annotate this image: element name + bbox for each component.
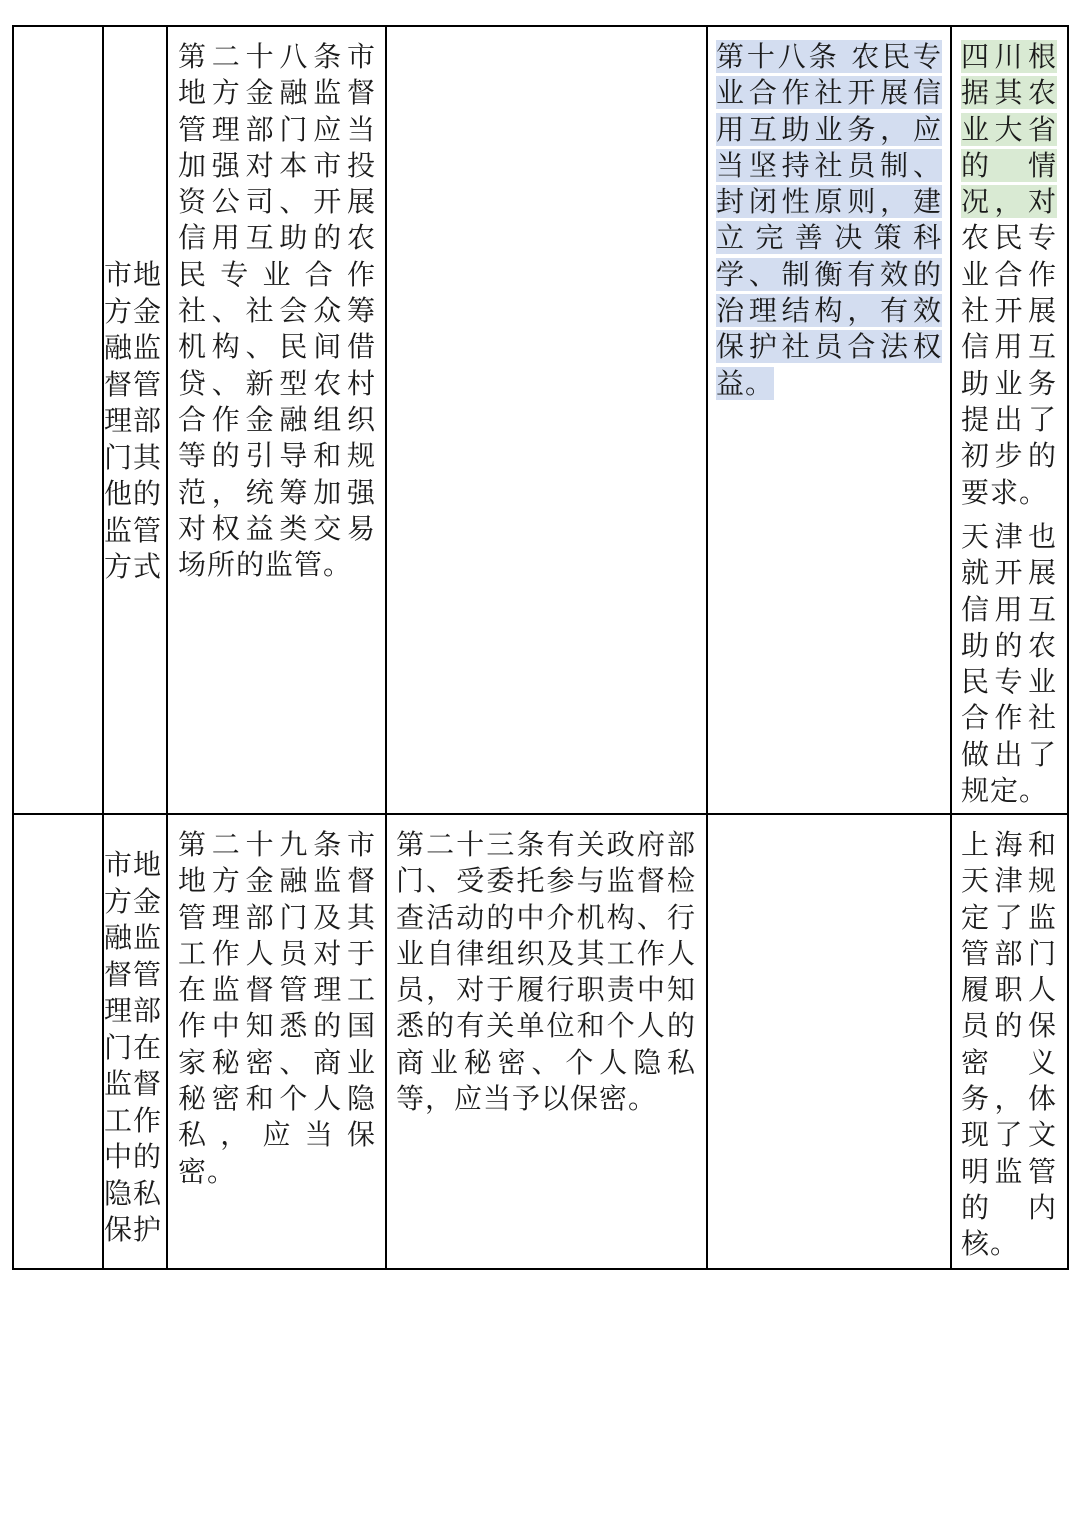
table-border-top (12, 25, 1069, 27)
commentary-text (961, 39, 1057, 511)
col-divider (166, 25, 168, 1270)
commentary-text: 天津也就开展信用互助的农民专业合作社做出了规定。 (961, 520, 1057, 808)
provision-text: 第二十三条有关政府部门、受委托参与监督检查活动的中介机构、行业自律组织及其工作人员，对于履行职责中知悉的有关单位和个人的商业秘密、个人隐私等，应当予以保密。 (396, 828, 696, 1116)
commentary-rest: 农民专业合作社开展信用互助业务提出了初步的要求。 (961, 221, 1057, 509)
table-border-right (1067, 25, 1069, 1270)
row-divider (12, 813, 1069, 815)
provision-text: 第二十八条市地方金融监督管理部门应当加强对本市投资公司、开展信用互助的农民专业合作社、社会众筹机构、民间借贷、新型农村合作金融组织等的引导和规范，统筹加强对权益类交易场所的监管。 (178, 40, 376, 582)
col-divider (706, 25, 708, 1270)
col-divider (385, 25, 387, 1270)
provision-text: 第二十九条市地方金融监督管理部门及其工作人员对于在监督管理工作中知悉的国家秘密、商业秘密和个人隐私，应当保密。 (178, 828, 376, 1188)
commentary-text: 上海和天津规定了监管部门履职人员的保密义务，体现了文明监管的内核。 (961, 828, 1057, 1261)
col-divider (12, 25, 14, 1270)
table-border-bottom (12, 1268, 1069, 1270)
provision-text-highlighted (716, 39, 942, 402)
highlight-blue: 第十八条 农民专业合作社开展信用互助业务，应当坚持社员制、封闭性原则，建立完善决策科学、制衡有效的治理结构，有效保护社员合法权益。 (716, 40, 942, 400)
row-category-label: 市地方金融监督管理部门其他的监管方式 (104, 258, 163, 583)
row-category-label: 市地方金融监督管理部门在监督工作中的隐私保护 (104, 848, 163, 1246)
highlight-green: 四川根据其农业大省的情况，对 (961, 40, 1057, 219)
col-divider (950, 25, 952, 1270)
